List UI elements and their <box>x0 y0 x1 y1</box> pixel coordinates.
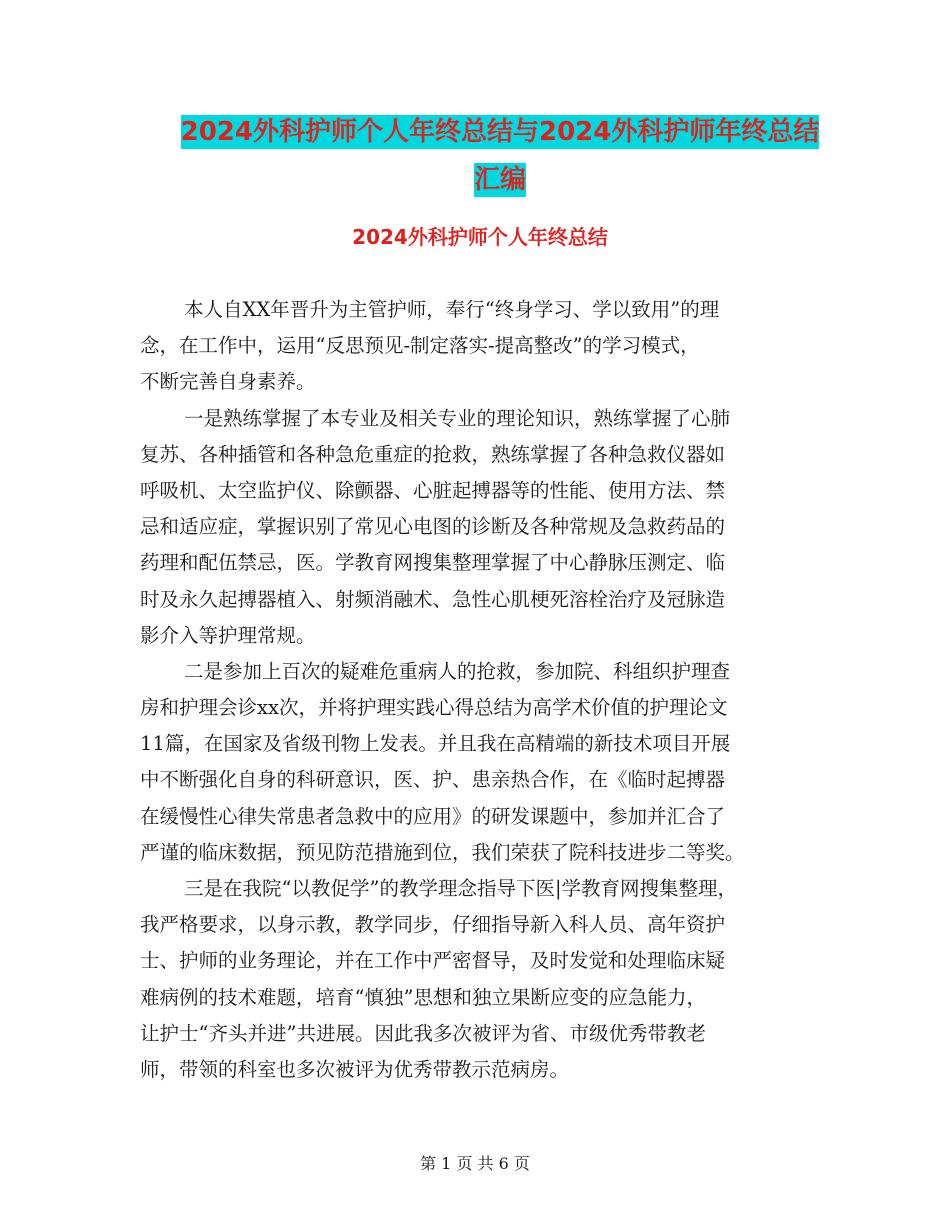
paragraph-4-line-6: 师，带领的科室也多次被评为优秀带教示范病房。 <box>140 1057 570 1081</box>
paragraph-1-line-3: 不断完善自身素养。 <box>140 370 316 394</box>
paragraph-4-line-2: 我严格要求，以身示教，教学同步，仔细指导新入科人员、高年资护 <box>140 913 726 937</box>
paragraph-2-line-6: 时及永久起搏器植入、射频消融术、急性心肌梗死溶栓治疗及冠脉造 <box>140 587 726 611</box>
paragraph-4-line-4: 难病例的技术难题，培育“慎独”思想和独立果断应变的应急能力， <box>140 985 706 1009</box>
paragraph-3-line-4: 中不断强化自身的科研意识，医、护、患亲热合作，在《临时起搏器 <box>140 768 726 792</box>
body-text <box>140 292 820 1088</box>
paragraph-2-line-7: 影介入等护理常规。 <box>140 623 316 647</box>
paragraph-2-line-2: 复苏、各种插管和各种急危重症的抢救，熟练掌握了各种急救仪器如 <box>140 442 726 466</box>
paragraph-1-line-1: 本人自XX年晋升为主管护师，奉行“终身学习、学以致用”的理 <box>184 298 720 321</box>
section-title: 2024外科护师个人年终总结 <box>352 225 608 249</box>
paragraph-1-line-2: 念，在工作中，运用“反思预见-制定落实-提高整改”的学习模式， <box>140 334 700 358</box>
paragraph-3-line-3: 11篇，在国家及省级刊物上发表。并且我在高精端的新技术项目开展 <box>140 732 731 756</box>
paragraph-2-line-1: 一是熟练掌握了本专业及相关专业的理论知识，熟练掌握了心肺 <box>184 406 731 430</box>
paragraph-2-line-5: 药理和配伍禁忌，医。学教育网搜集整理掌握了中心静脉压测定、临 <box>140 551 726 575</box>
paragraph-4-line-3: 士、护师的业务理论，并在工作中严密督导，及时发觉和处理临床疑 <box>140 949 726 973</box>
paragraph-3-line-5: 在缓慢性心律失常患者急救中的应用》的研发课题中，参加并汇合了 <box>140 804 726 828</box>
paragraph-2-line-4: 忌和适应症，掌握识别了常见心电图的诊断及各种常规及急救药品的 <box>140 515 726 539</box>
paragraph-4-line-1: 三是在我院“以教促学”的教学理念指导下医|学教育网搜集整理， <box>184 877 738 900</box>
paragraph-3-line-6: 严谨的临床数据，预见防范措施到位，我们荣获了院科技进步二等奖。 <box>140 840 745 864</box>
paragraph-3-line-2: 房和护理会诊xx次，并将护理实践心得总结为高学术价值的护理论文 <box>140 696 728 720</box>
paragraph-4-line-5: 让护士“齐头并进”共进展。因此我多次被评为省、市级优秀带教老 <box>140 1021 706 1045</box>
paragraph-3-line-1: 二是参加上百次的疑难危重病人的抢救，参加院、科组织护理查 <box>184 659 731 683</box>
document-title <box>140 108 860 204</box>
document-title-line-2: 汇编 <box>473 165 526 195</box>
paragraph-2-line-3: 呼吸机、太空监护仪、除颤器、心脏起搏器等的性能、使用方法、禁 <box>140 478 726 502</box>
page-footer: 第 1 页 共 6 页 <box>420 1154 530 1173</box>
document-title-line-1: 2024外科护师个人年终总结与2024外科护师年终总结 <box>180 117 820 147</box>
